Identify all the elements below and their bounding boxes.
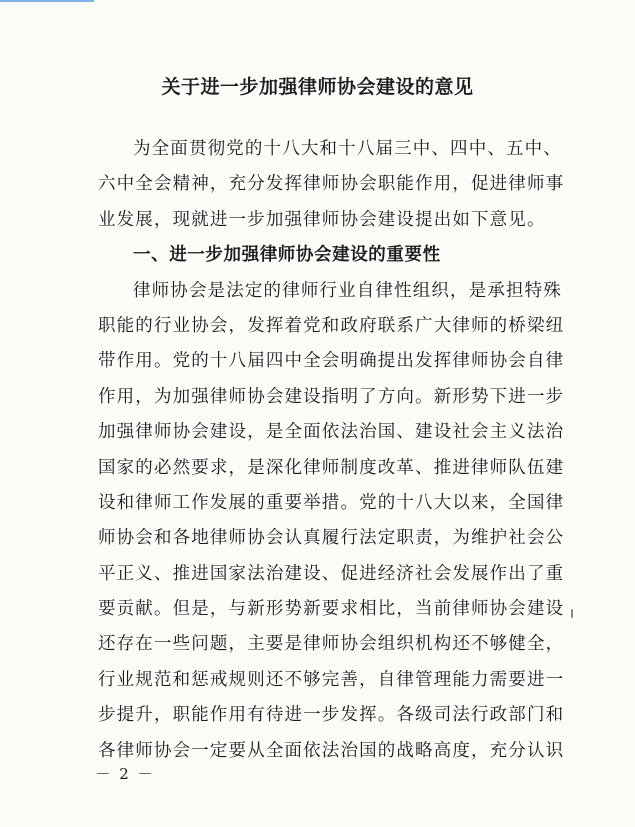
document-body [98,132,565,769]
paragraph-line: 还存在一些问题，主要是律师协会组织机构还不够健全， [98,634,565,655]
paragraph-line: 师协会和各地律师协会认真履行法定职责，为维护社会公 [98,528,565,549]
scan-edge-mark [0,0,94,2]
paragraph-line: 各律师协会一定要从全面依法治国的战略高度，充分认识 [98,740,565,761]
paragraph-line: 六中全会精神，充分发挥律师协会职能作用，促进律师事 [98,174,565,195]
paragraph-line: 平正义、推进国家法治建设、促进经济社会发展作出了重 [98,563,565,584]
paragraph-line: 业发展，现就进一步加强律师协会建设提出如下意见。 [98,209,546,230]
paragraph-line: 律师协会是法定的律师行业自律性组织，是承担特殊 [133,280,562,301]
paragraph-line: 职能的行业协会，发挥着党和政府联系广大律师的桥梁纽 [98,315,565,336]
paragraph-line: 为全面贯彻党的十八大和十八届三中、四中、五中、 [133,139,562,159]
scan-speck [571,609,573,618]
paragraph-line: 作用，为加强律师协会建设指明了方向。新形势下进一步 [98,386,565,407]
paragraph-line: 国家的必然要求，是深化律师制度改革、推进律师队伍建 [98,457,565,478]
paragraph-line: 行业规范和惩戒规则还不够完善，自律管理能力需要进一 [98,669,565,690]
paragraph-line: 加强律师协会建设，是全面依法治国、建设社会主义法治 [98,422,565,443]
paragraph-line: 带作用。党的十八届四中全会明确提出发挥律师协会自律 [98,351,565,372]
paragraph-line: 步提升，职能作用有待进一步发挥。各级司法行政部门和 [98,705,565,726]
paragraph-line: 要贡献。但是，与新形势新要求相比，当前律师协会建设 [98,599,565,620]
page-number: － 2 － [95,765,155,783]
paragraph-line: 设和律师工作发展的重要举措。党的十八大以来，全国律 [98,492,565,513]
document-title: 关于进一步加强律师协会建设的意见 [161,76,474,98]
section-heading: 一、进一步加强律师协会建设的重要性 [133,245,441,266]
